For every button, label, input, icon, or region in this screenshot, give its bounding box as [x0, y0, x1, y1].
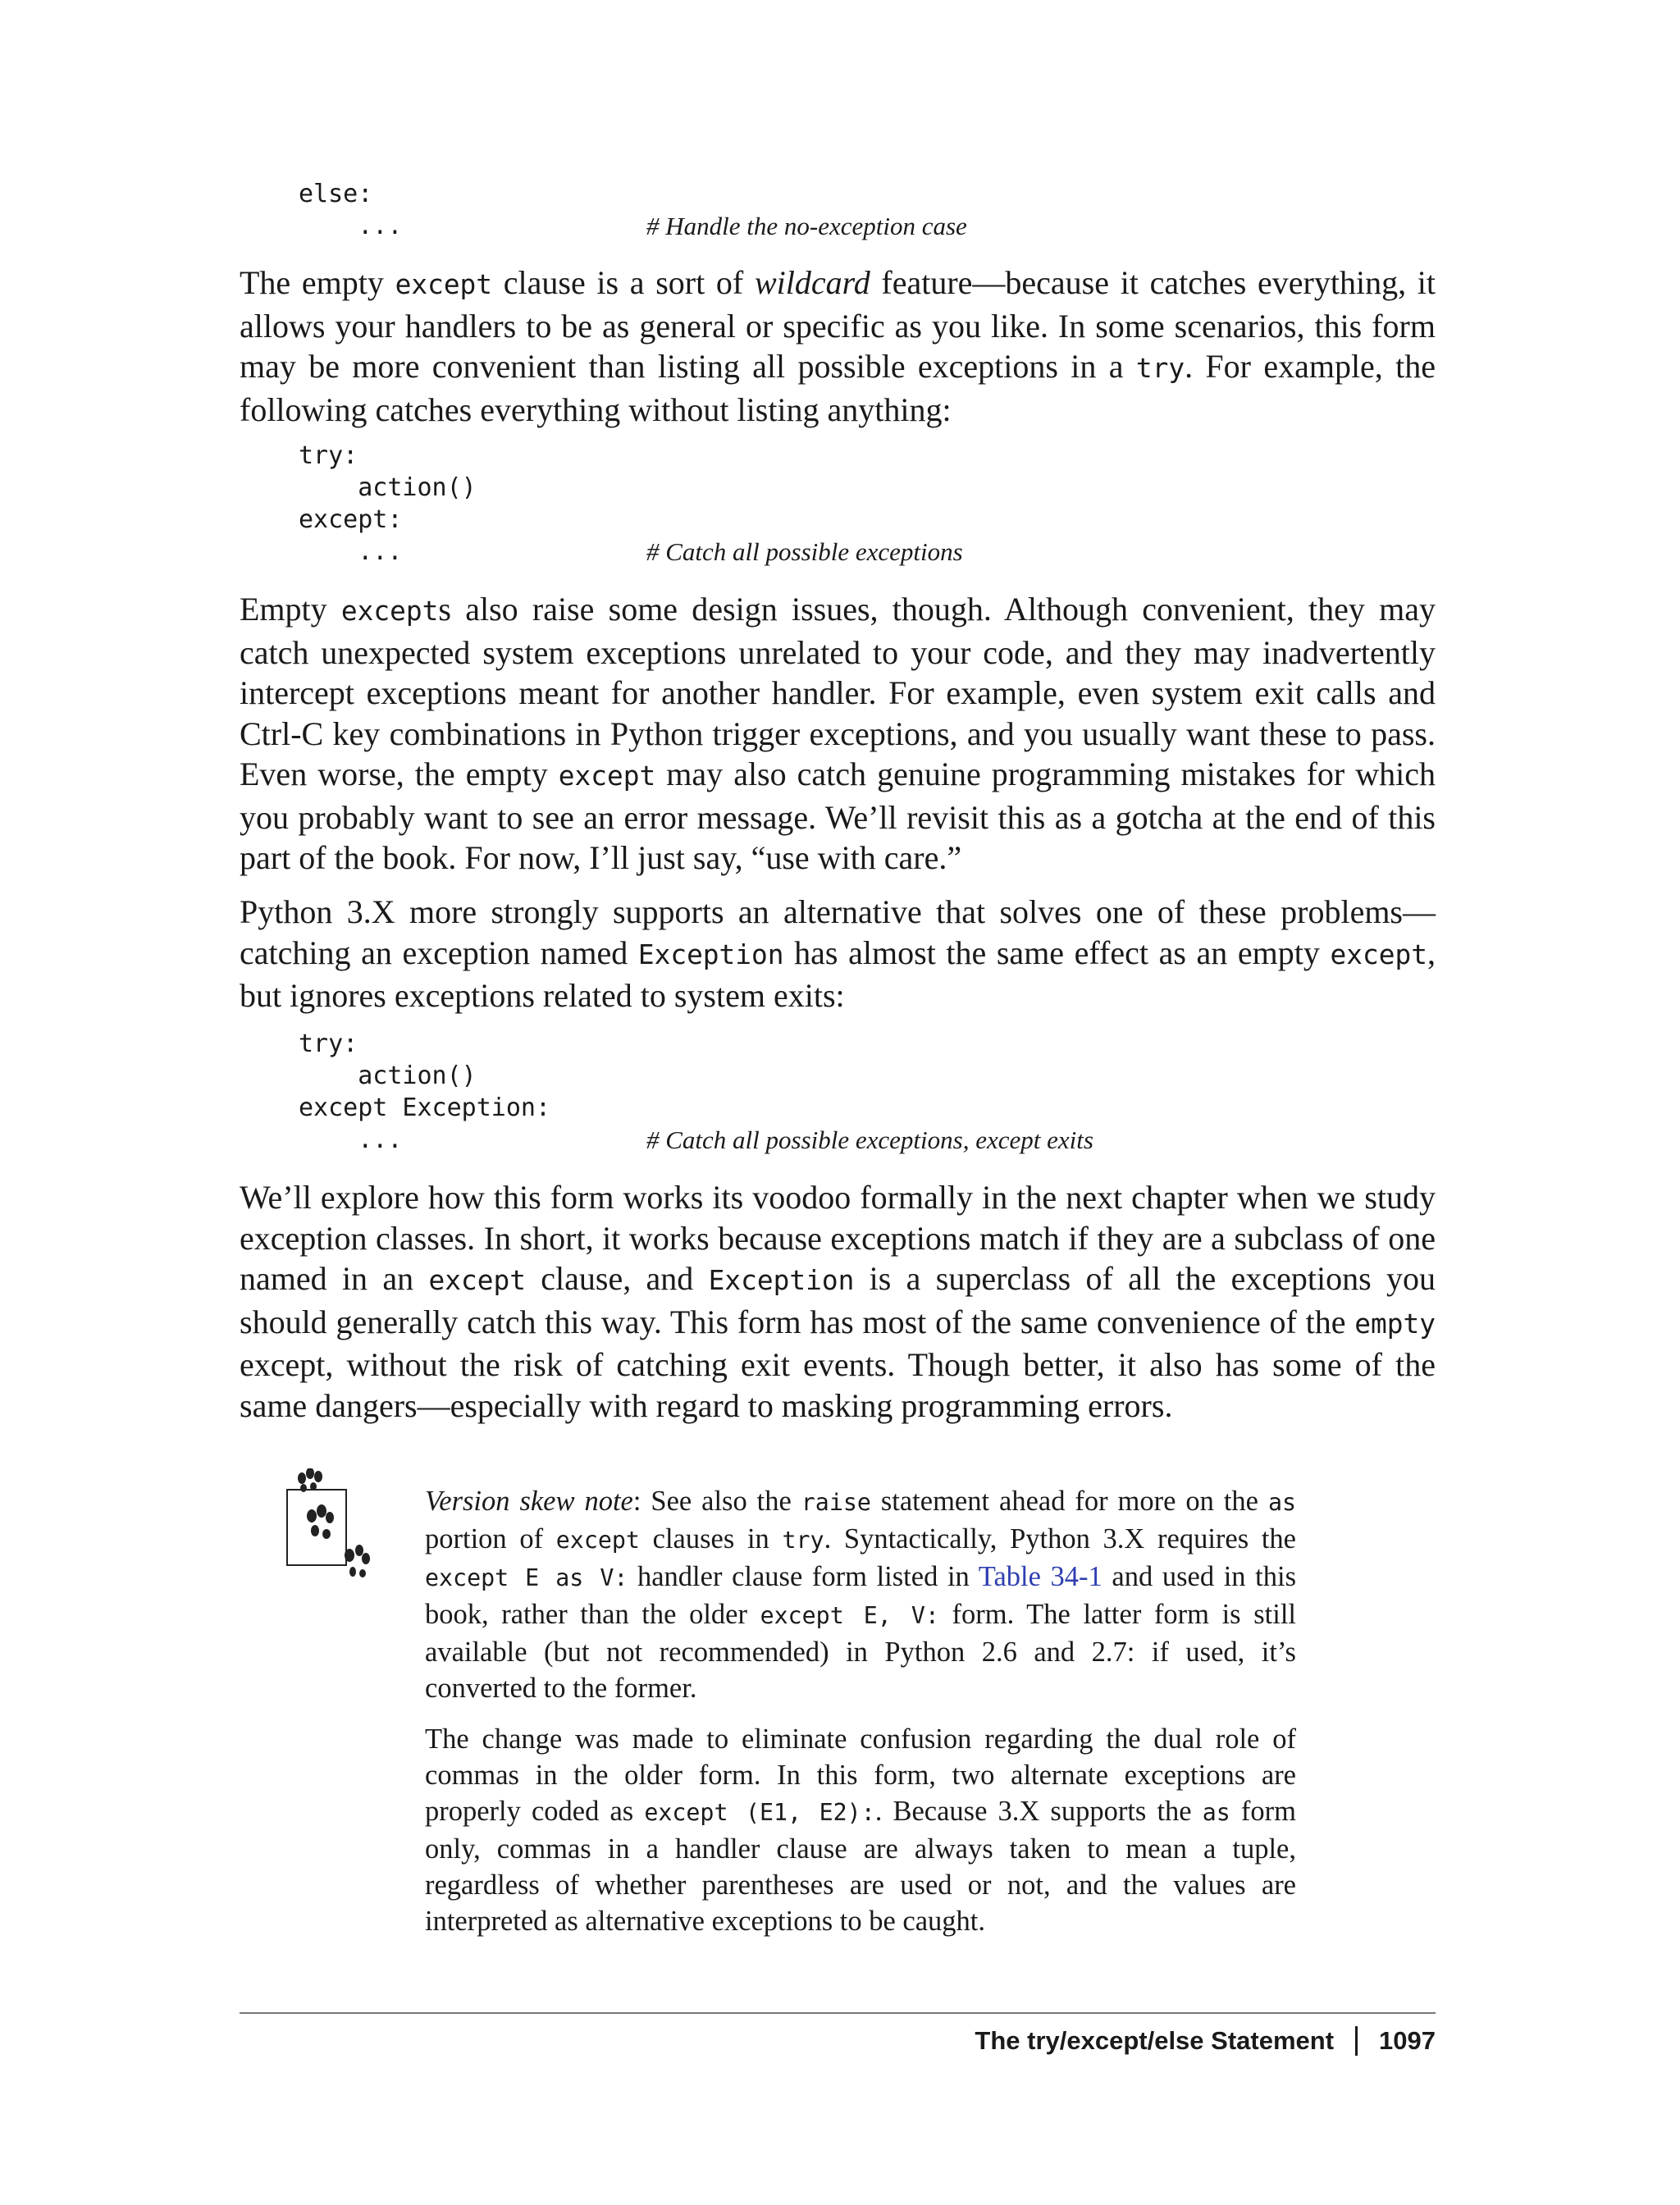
- text-run: statement ahead for more on the: [870, 1486, 1268, 1517]
- text-run: . Because 3.X supports the: [874, 1796, 1203, 1827]
- text-run: form. The latter form is still available (but not recommended) in Python 2.6 and 2.7: if used, it’s converted to the former.: [425, 1599, 1296, 1704]
- text-run: The empty: [240, 264, 395, 301]
- text-run: The change was made to eliminate confusion regarding the dual role of commas in the older form. In this form, two alternate exceptions are properly coded as: [425, 1723, 1296, 1827]
- turkey-tracks-note-icon: [285, 1468, 409, 1591]
- code-text: ...: [299, 1125, 403, 1154]
- footer-rule: [240, 2012, 1436, 2014]
- footer-separator: [1355, 2026, 1358, 2056]
- text-run: clause is a sort of: [492, 264, 755, 301]
- code-text: ...: [299, 537, 403, 566]
- inline-code: except: [555, 1527, 640, 1554]
- paragraph-exception-alternative: [240, 892, 1436, 1016]
- text-run: . Syntactically, Python 3.X requires the: [824, 1523, 1296, 1554]
- code-text: ...: [299, 212, 403, 240]
- inline-code: except: [1330, 938, 1427, 970]
- text-run: Python 3.X more strongly supports an alternative that solves one of these problems—catching an exception named: [240, 893, 1436, 971]
- emphasis: wildcard: [754, 264, 870, 301]
- text-run: is a superclass of all the exceptions you should generally catch this way. This form has most of the same convenience of the: [240, 1260, 1436, 1340]
- code-text: try:: [299, 1029, 358, 1058]
- text-run: form only, commas in a handler clause are always taken to mean a tuple, regardless of whether parentheses are used or not, and the values are interpreted as alternative exceptions to be caught.: [425, 1796, 1296, 1937]
- inline-code: except E, V:: [760, 1602, 939, 1629]
- paragraph-design-issues: [240, 589, 1436, 879]
- page-footer: [975, 2026, 1436, 2056]
- inline-code: Exception: [708, 1265, 855, 1296]
- inline-code: except: [428, 1265, 526, 1296]
- text-run: clauses in: [639, 1523, 783, 1554]
- inline-code: try: [782, 1527, 824, 1554]
- paragraph-wildcard: [240, 262, 1436, 430]
- text-run: handler clause form listed in: [628, 1561, 979, 1592]
- text-run: except, without the risk of catching exit events. Though better, it also has some of the same dangers—especially with regard to masking programming errors.: [240, 1346, 1436, 1424]
- text-run: clause, and: [525, 1260, 709, 1297]
- code-line: [299, 210, 967, 242]
- code-text: else:: [299, 180, 373, 208]
- code-block-else: [299, 178, 967, 242]
- code-block-except-exception: [299, 1028, 1093, 1156]
- code-text: except Exception:: [299, 1093, 551, 1122]
- text-run: may also catch genuine programming mistakes for which you probably want to see an error message. We’ll revisit this as a gotcha at the end of this part of the book. For now, I’ll just say, “use with care.”: [240, 756, 1436, 876]
- inline-code: except (E1, E2):: [644, 1799, 875, 1826]
- code-comment: # Catch all possible exceptions: [646, 537, 963, 566]
- running-title: The try/except/else Statement: [975, 2026, 1335, 2055]
- cross-reference-link[interactable]: Table 34-1: [978, 1561, 1102, 1592]
- code-text: action(): [299, 1061, 477, 1090]
- inline-code: try: [1135, 353, 1185, 384]
- inline-code: except: [395, 269, 493, 300]
- text-run: portion of: [425, 1523, 556, 1554]
- code-block-bare-except: [299, 440, 963, 568]
- note-paragraph-version-skew: [425, 1483, 1296, 1706]
- inline-code: as: [1267, 1489, 1296, 1516]
- inline-code: except E as V:: [425, 1564, 628, 1591]
- code-line: [299, 1124, 1093, 1156]
- text-run: and used in this book, rather than the older: [425, 1561, 1297, 1630]
- inline-code: as: [1202, 1799, 1230, 1826]
- text-run: : See also the: [632, 1486, 801, 1517]
- text-run: . For example, the following catches everything without listing anything:: [240, 348, 1436, 428]
- code-text: action(): [299, 473, 477, 502]
- text-run: feature—because it catches everything, it allows your handlers to be as general or specific as you like. In some scenarios, this form may be more convenient than listing all possible exceptions in a: [240, 264, 1436, 385]
- emphasis: Version skew note: [425, 1486, 633, 1517]
- code-line: [299, 504, 477, 536]
- inline-code: Exception: [637, 938, 784, 970]
- code-line: [299, 440, 477, 472]
- inline-code: raise: [801, 1489, 871, 1516]
- code-text: try:: [299, 441, 358, 470]
- text-run: Empty: [240, 591, 341, 628]
- page-number: 1097: [1379, 2026, 1436, 2055]
- code-comment: # Handle the no-exception case: [646, 212, 967, 240]
- code-line: [299, 472, 477, 504]
- code-line: [299, 1060, 550, 1092]
- paragraph-voodoo: [240, 1177, 1436, 1426]
- code-line: [299, 536, 963, 568]
- text-run: s also raise some design issues, though. Although convenient, they may catch unexpected system exceptions unrelated to your code, and they may inadvertently intercept exceptions meant for another handler. For example, even system exit calls and Ctrl-C key combinations in Python trigger exceptions, and you usually want these to pass. Even worse, the empty: [240, 591, 1436, 792]
- code-line: [299, 1092, 550, 1124]
- inline-code: except: [340, 596, 439, 627]
- text-run: We’ll explore how this form works its voodoo formally in the next chapter when we study exception classes. In short, it works because exceptions match if they are a subclass of one named in an: [240, 1179, 1436, 1297]
- code-line: [299, 1028, 550, 1060]
- text-run: has almost the same effect as an empty: [783, 934, 1331, 971]
- inline-code: empty: [1354, 1308, 1436, 1340]
- code-comment: # Catch all possible exceptions, except exits: [646, 1125, 1093, 1154]
- code-line: [299, 178, 402, 210]
- inline-code: except: [558, 760, 656, 792]
- text-run: , but ignores exceptions related to system exits:: [240, 934, 1436, 1014]
- note-paragraph-comma-change: [425, 1721, 1296, 1939]
- code-text: except:: [299, 505, 403, 534]
